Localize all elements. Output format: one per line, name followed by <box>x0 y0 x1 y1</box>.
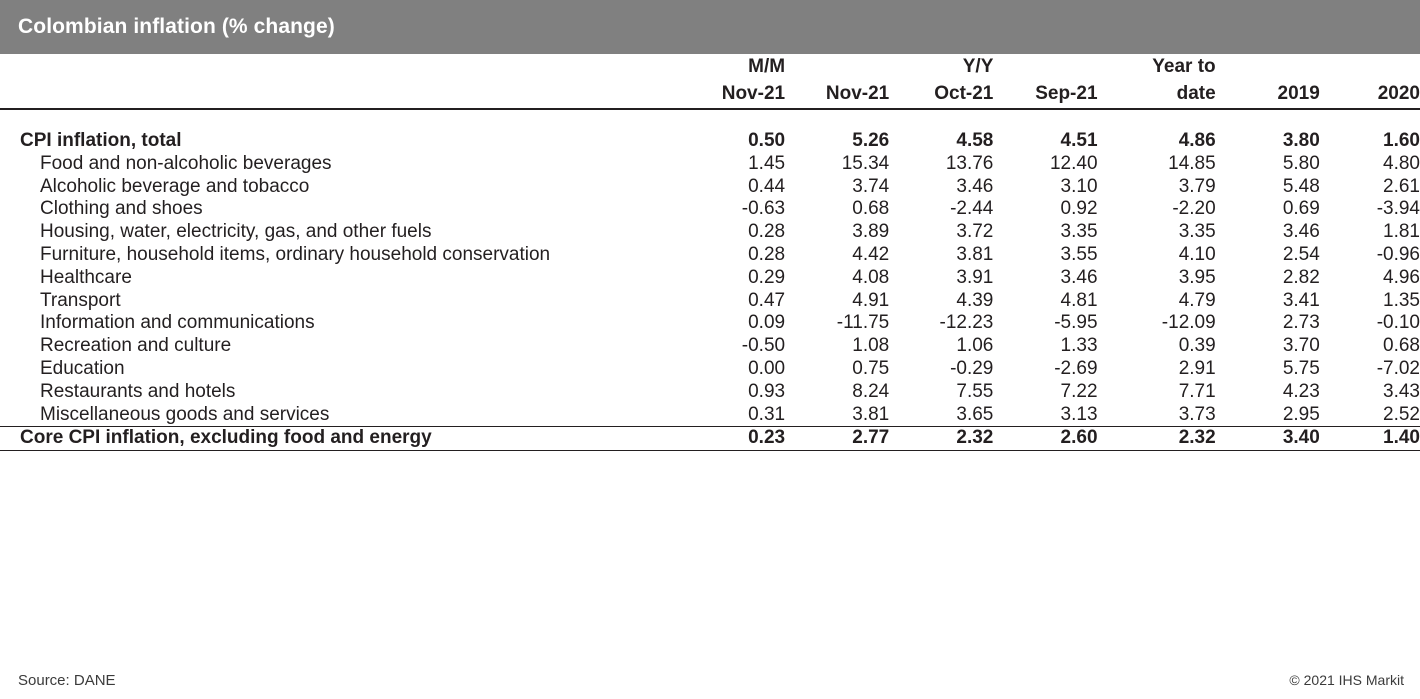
cell-ytd: 0.39 <box>1178 335 1216 357</box>
cell-mm-nov21: -0.50 <box>741 335 786 357</box>
table-row <box>0 267 1420 290</box>
cell-nov21: 15.34 <box>841 152 890 174</box>
cell-2020: 1.40 <box>1383 427 1420 449</box>
column-header-year-to-date: Year to date <box>1152 56 1216 104</box>
cell-2019: 3.41 <box>1282 289 1320 311</box>
cell-nov21: 8.24 <box>852 380 890 402</box>
table-row <box>0 381 1420 404</box>
table-row <box>0 404 1420 427</box>
cell-mm-nov21: 0.23 <box>748 427 786 449</box>
table-footer <box>0 667 1420 693</box>
cell-mm-nov21: 0.29 <box>748 266 786 288</box>
source-note: Source: DANE <box>18 671 116 689</box>
cell-nov21: 4.42 <box>852 243 890 265</box>
table-header-row <box>0 54 1420 108</box>
cell-oct21: 3.81 <box>956 243 994 265</box>
cell-nov21: 0.68 <box>852 198 890 220</box>
cell-2020: 1.60 <box>1383 129 1420 151</box>
cell-ytd: 4.86 <box>1178 129 1216 151</box>
cell-2020: 0.68 <box>1383 335 1420 357</box>
cell-ytd: 3.73 <box>1178 403 1216 425</box>
cell-sep21: 2.60 <box>1060 427 1098 449</box>
cell-ytd: -12.09 <box>1161 312 1216 334</box>
row-label: Furniture, household items, ordinary household conservation <box>40 243 551 265</box>
cell-2019: 5.48 <box>1282 175 1320 197</box>
cell-oct21: 13.76 <box>945 152 994 174</box>
cell-ytd: -2.20 <box>1172 198 1216 220</box>
table-header <box>0 54 1420 119</box>
cell-2019: 2.73 <box>1282 312 1320 334</box>
cell-2020: 2.52 <box>1383 403 1420 425</box>
cell-sep21: 7.22 <box>1060 380 1098 402</box>
cell-2019: 2.95 <box>1282 403 1320 425</box>
cell-2020: 1.81 <box>1383 221 1420 243</box>
cell-oct21: 3.46 <box>956 175 994 197</box>
table-row <box>0 312 1420 335</box>
row-label: Recreation and culture <box>40 335 232 357</box>
table-row <box>0 221 1420 244</box>
cell-sep21: 3.46 <box>1060 266 1098 288</box>
column-header-mm-nov21: M/M Nov-21 <box>721 56 786 104</box>
cell-2020: 3.43 <box>1383 380 1420 402</box>
cell-mm-nov21: -0.63 <box>741 198 786 220</box>
cell-ytd: 4.79 <box>1178 289 1216 311</box>
cell-oct21: 1.06 <box>956 335 994 357</box>
cell-mm-nov21: 0.28 <box>748 243 786 265</box>
cell-2020: -0.10 <box>1376 312 1420 334</box>
table-row <box>0 153 1420 176</box>
cell-mm-nov21: 1.45 <box>748 152 786 174</box>
column-header-nov21: Nov-21 <box>825 82 890 104</box>
cell-oct21: 7.55 <box>956 380 994 402</box>
row-label: Core CPI inflation, excluding food and energy <box>20 427 432 449</box>
column-header-2019: 2019 <box>1277 82 1320 104</box>
cell-sep21: 0.92 <box>1060 198 1098 220</box>
cell-nov21: 3.74 <box>852 175 890 197</box>
cell-mm-nov21: 0.31 <box>748 403 786 425</box>
cell-nov21: -11.75 <box>836 312 890 334</box>
cell-2019: 2.54 <box>1282 243 1320 265</box>
cell-2020: 4.80 <box>1383 152 1420 174</box>
cell-oct21: 3.72 <box>956 221 994 243</box>
cell-sep21: -5.95 <box>1054 312 1098 334</box>
cell-sep21: -2.69 <box>1054 357 1098 379</box>
cell-2020: 2.61 <box>1383 175 1420 197</box>
copyright-note: © 2021 IHS Markit <box>1289 672 1404 688</box>
cell-2019: 5.80 <box>1282 152 1320 174</box>
cell-2020: -3.94 <box>1376 198 1420 220</box>
cell-nov21: 5.26 <box>852 129 890 151</box>
table-row <box>0 198 1420 221</box>
cell-nov21: 4.91 <box>852 289 890 311</box>
table-row <box>0 290 1420 313</box>
cell-2019: 3.46 <box>1282 221 1320 243</box>
row-label: CPI inflation, total <box>20 129 182 151</box>
column-header-label <box>0 54 681 108</box>
cell-ytd: 14.85 <box>1168 152 1216 174</box>
inflation-table <box>0 54 1420 451</box>
column-header-yy-oct21: Y/Y Oct-21 <box>934 56 994 104</box>
table-bottom-divider <box>0 450 1420 451</box>
cell-sep21: 3.35 <box>1060 221 1098 243</box>
cell-2019: 3.70 <box>1282 335 1320 357</box>
cell-sep21: 3.13 <box>1060 403 1098 425</box>
cell-nov21: 3.89 <box>852 221 890 243</box>
cell-ytd: 3.95 <box>1178 266 1216 288</box>
cell-mm-nov21: 0.00 <box>748 357 786 379</box>
cell-ytd: 3.79 <box>1178 175 1216 197</box>
row-label: Education <box>40 357 125 379</box>
cell-nov21: 2.77 <box>852 427 890 449</box>
row-label: Healthcare <box>40 266 132 288</box>
row-label: Food and non-alcoholic beverages <box>40 152 332 174</box>
cell-oct21: 3.65 <box>956 403 994 425</box>
row-label: Information and communications <box>40 312 315 334</box>
cell-2019: 4.23 <box>1282 380 1320 402</box>
table-row <box>0 119 1420 153</box>
header-spacer <box>0 109 1420 119</box>
cell-ytd: 2.91 <box>1178 357 1216 379</box>
cell-sep21: 4.81 <box>1060 289 1098 311</box>
table-row <box>0 244 1420 267</box>
row-label: Clothing and shoes <box>40 198 203 220</box>
table-title-bar <box>0 0 1420 54</box>
cell-mm-nov21: 0.93 <box>748 380 786 402</box>
cell-mm-nov21: 0.09 <box>748 312 786 334</box>
cell-sep21: 1.33 <box>1060 335 1098 357</box>
cell-2019: 2.82 <box>1282 266 1320 288</box>
cell-oct21: 4.58 <box>956 129 994 151</box>
cell-ytd: 4.10 <box>1178 243 1216 265</box>
column-header-2020: 2020 <box>1377 82 1420 104</box>
cell-oct21: 3.91 <box>956 266 994 288</box>
cell-oct21: -2.44 <box>950 198 994 220</box>
cell-oct21: -0.29 <box>950 357 994 379</box>
page-title: Colombian inflation (% change) <box>18 15 335 38</box>
cell-mm-nov21: 0.47 <box>748 289 786 311</box>
cell-oct21: 4.39 <box>956 289 994 311</box>
row-label: Housing, water, electricity, gas, and other fuels <box>40 221 432 243</box>
cell-nov21: 0.75 <box>852 357 890 379</box>
row-label: Restaurants and hotels <box>40 380 236 402</box>
column-header-sep21: Sep-21 <box>1035 82 1098 104</box>
cell-sep21: 3.10 <box>1060 175 1098 197</box>
cell-2020: -0.96 <box>1376 243 1420 265</box>
cell-mm-nov21: 0.44 <box>748 175 786 197</box>
cell-2020: 4.96 <box>1383 266 1420 288</box>
row-label: Alcoholic beverage and tobacco <box>40 175 310 197</box>
row-label: Transport <box>40 289 121 311</box>
cell-oct21: -12.23 <box>939 312 994 334</box>
table-row <box>0 427 1420 450</box>
cell-ytd: 3.35 <box>1178 221 1216 243</box>
table-row <box>0 335 1420 358</box>
cell-sep21: 3.55 <box>1060 243 1098 265</box>
cell-2019: 0.69 <box>1282 198 1320 220</box>
cell-sep21: 4.51 <box>1060 129 1098 151</box>
cell-nov21: 3.81 <box>852 403 890 425</box>
cell-nov21: 1.08 <box>852 335 890 357</box>
cell-mm-nov21: 0.50 <box>748 129 786 151</box>
table-body <box>0 119 1420 451</box>
cell-oct21: 2.32 <box>956 427 994 449</box>
cell-sep21: 12.40 <box>1049 152 1098 174</box>
cell-ytd: 2.32 <box>1178 427 1216 449</box>
cell-mm-nov21: 0.28 <box>748 221 786 243</box>
row-label: Miscellaneous goods and services <box>40 403 330 425</box>
table-row <box>0 176 1420 199</box>
cell-2019: 5.75 <box>1282 357 1320 379</box>
cell-nov21: 4.08 <box>852 266 890 288</box>
cell-2020: -7.02 <box>1376 357 1420 379</box>
table-row <box>0 358 1420 381</box>
cell-ytd: 7.71 <box>1178 380 1216 402</box>
cell-2019: 3.80 <box>1282 129 1320 151</box>
cell-2019: 3.40 <box>1282 427 1320 449</box>
cell-2020: 1.35 <box>1383 289 1420 311</box>
